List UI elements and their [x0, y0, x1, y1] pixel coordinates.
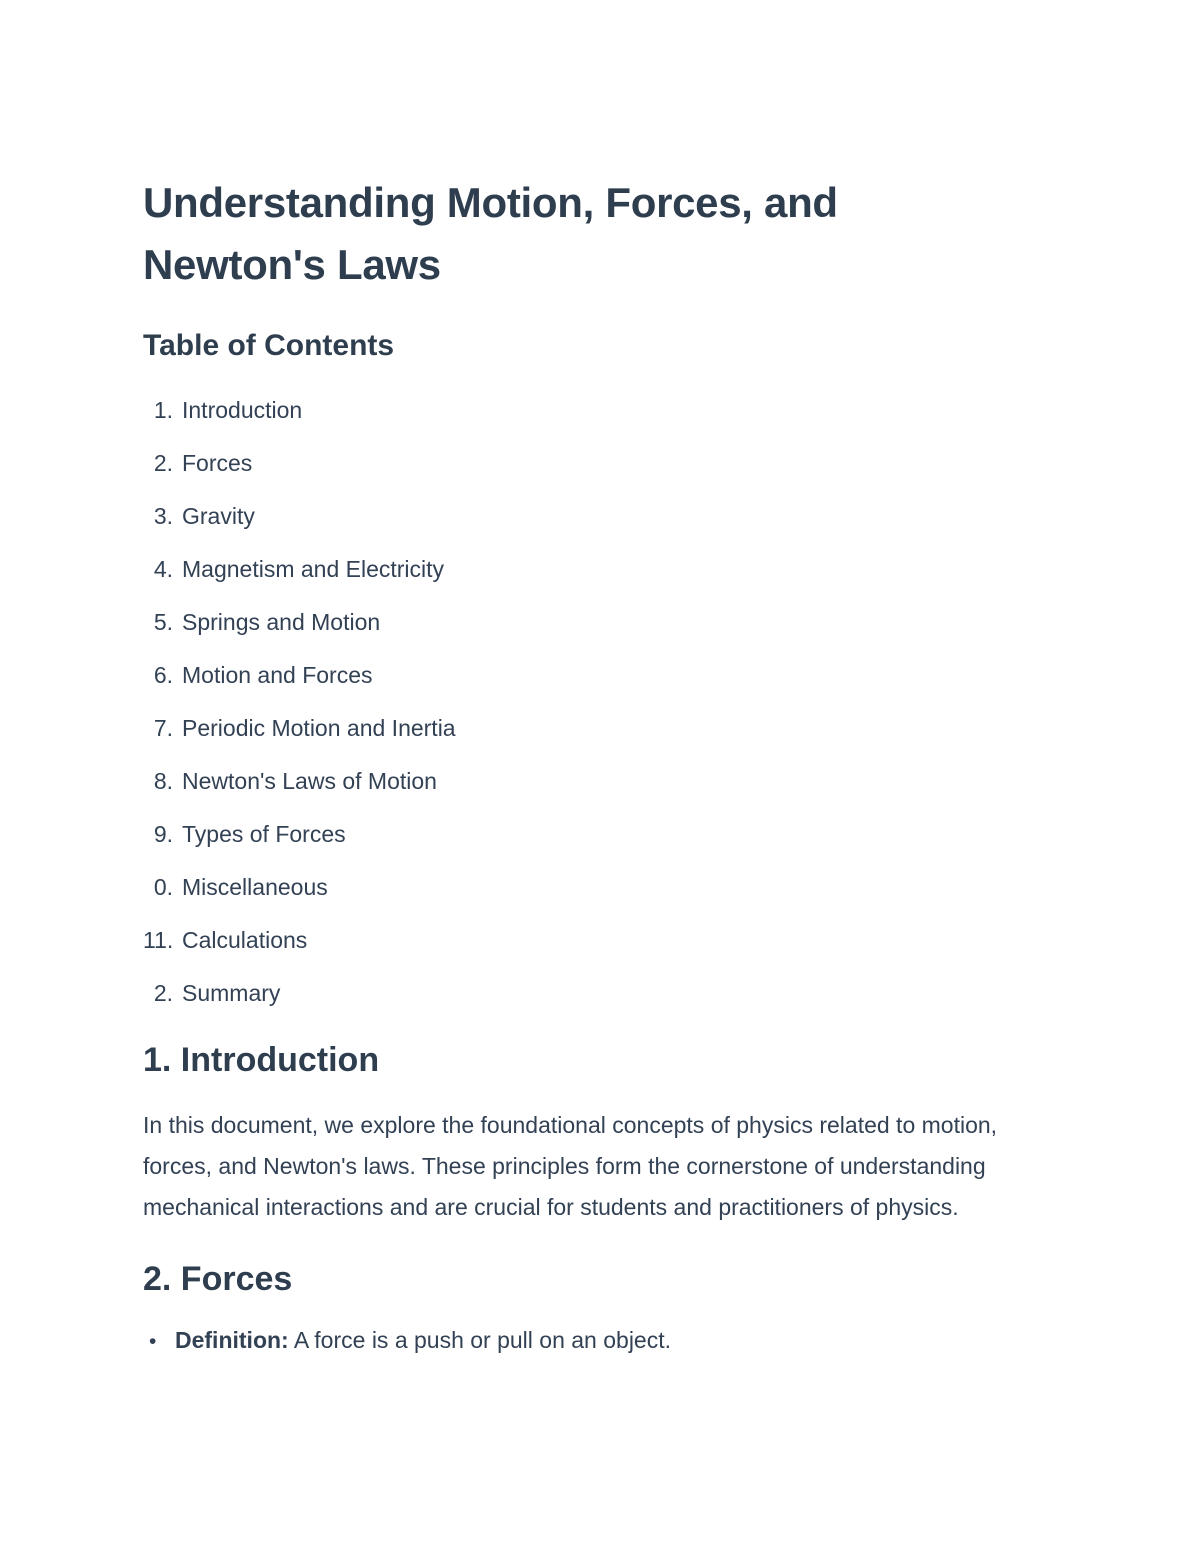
- toc-item-gravity: [143, 500, 1110, 532]
- toc-item-label: Miscellaneous: [182, 874, 328, 900]
- toc-item-label: Springs and Motion: [182, 609, 381, 635]
- toc-item-summary: [143, 977, 1110, 1009]
- toc-item-number: 2.: [153, 450, 173, 476]
- toc-item-number: 3.: [153, 503, 173, 529]
- bullet-text: [175, 1324, 671, 1358]
- document-title: Understanding Motion, Forces, and Newton's Laws: [143, 179, 838, 288]
- toc-item-number: 11.: [143, 927, 174, 953]
- toc-item-number: 7.: [153, 715, 173, 741]
- section-heading-introduction: 1. Introduction: [143, 1041, 380, 1079]
- toc-item-types-of-forces: [143, 818, 1110, 850]
- toc-item-label: Gravity: [182, 503, 255, 529]
- toc-item-label: Periodic Motion and Inertia: [182, 715, 456, 741]
- toc-item-motion-and-forces: [143, 659, 1110, 691]
- bullet-icon: [143, 1324, 175, 1358]
- toc-item-number: 4.: [153, 556, 173, 582]
- bullet-term: Definition:: [175, 1327, 289, 1353]
- toc-item-periodic-motion-and-inertia: [143, 712, 1110, 744]
- forces-bullet-list: [143, 1324, 1110, 1358]
- bullet-item-definition: [143, 1324, 1110, 1358]
- toc-item-magnetism-and-electricity: [143, 553, 1110, 585]
- section-introduction: [143, 1037, 1110, 1228]
- toc-item-newtons-laws-of-motion: [143, 765, 1110, 797]
- toc-item-number: 6.: [153, 662, 173, 688]
- toc-item-label: Forces: [182, 450, 253, 476]
- section-heading-forces: 2. Forces: [143, 1260, 293, 1298]
- toc-item-springs-and-motion: [143, 606, 1110, 638]
- toc-item-label: Introduction: [182, 397, 303, 423]
- toc-item-number: 5.: [153, 609, 173, 635]
- toc-heading: Table of Contents: [143, 329, 395, 362]
- toc-item-miscellaneous: [143, 871, 1110, 903]
- toc-item-number: 2.: [153, 980, 173, 1006]
- bullet-body: A force is a push or pull on an object.: [293, 1327, 672, 1353]
- toc-item-introduction: [143, 394, 1110, 426]
- toc-item-number: 0.: [153, 874, 173, 900]
- section-forces: [143, 1256, 1110, 1358]
- toc-item-label: Summary: [182, 980, 281, 1006]
- toc-item-number: 9.: [153, 821, 173, 847]
- toc-item-label: Types of Forces: [182, 821, 346, 847]
- toc-item-label: Newton's Laws of Motion: [182, 768, 437, 794]
- introduction-paragraph: In this document, we explore the foundational concepts of physics related to motion, forces, and Newton's laws. These principles form the cornerstone of understanding mechanical interactions and are crucial for students and practitioners of physics.: [143, 1112, 998, 1220]
- toc-list: [143, 394, 1110, 1009]
- toc-item-number: 1.: [153, 397, 173, 423]
- toc-item-label: Magnetism and Electricity: [182, 556, 445, 582]
- toc-item-forces: [143, 447, 1110, 479]
- toc-item-label: Calculations: [182, 927, 308, 953]
- toc-item-calculations: [143, 924, 1110, 956]
- toc-item-number: 8.: [153, 768, 173, 794]
- toc-item-label: Motion and Forces: [182, 662, 373, 688]
